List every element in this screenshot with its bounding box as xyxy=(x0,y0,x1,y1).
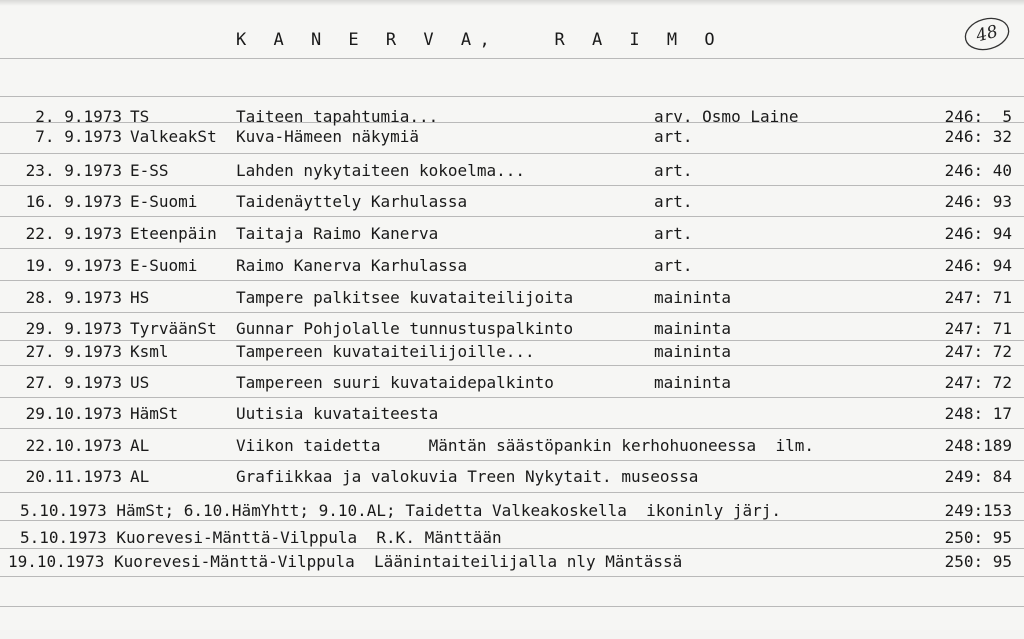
entry-row xyxy=(0,372,1024,394)
entry-date: 23. 9.1973 xyxy=(25,161,122,180)
entry-type: art. xyxy=(654,224,693,243)
entry-source: US xyxy=(130,373,150,392)
card-reference-mark xyxy=(962,16,1012,52)
card-number: 48 xyxy=(974,21,1000,47)
entry-ref: 250: 95 xyxy=(944,528,1012,547)
entry-title: Lahden nykytaiteen kokoelma... xyxy=(236,161,525,180)
rule-line xyxy=(0,216,1024,217)
entry-row xyxy=(0,160,1024,182)
entry-text: 19.10.1973 Kuorevesi-Mänttä-Vilppula Läänintaiteilijalla nly Mäntässä xyxy=(8,552,683,571)
entry-row xyxy=(0,341,1024,363)
entry-ref: 246: 94 xyxy=(944,256,1012,275)
entry-type: art. xyxy=(654,161,693,180)
rule-line xyxy=(0,96,1024,97)
entry-type: art. xyxy=(654,256,693,275)
rule-line xyxy=(0,280,1024,281)
rule-line xyxy=(0,576,1024,577)
entry-source: E-SS xyxy=(130,161,169,180)
card-title: K A N E R V A, R A I M O xyxy=(236,30,724,50)
entry-type: art. xyxy=(654,127,693,146)
entry-ref: 247: 72 xyxy=(944,342,1012,361)
entry-ref: 247: 72 xyxy=(944,373,1012,392)
entry-date: 20.11.1973 xyxy=(25,467,122,486)
entry-type: maininta xyxy=(654,342,732,361)
entry-date: 22. 9.1973 xyxy=(25,224,122,243)
rule-line xyxy=(0,185,1024,186)
entry-source: HS xyxy=(130,288,150,307)
entry-title: Taidenäyttely Karhulassa xyxy=(236,192,468,211)
entry-row xyxy=(0,126,1024,148)
rule-line xyxy=(0,312,1024,313)
rule-line xyxy=(0,460,1024,461)
entry-date: 29. 9.1973 xyxy=(25,319,122,338)
entry-type: maininta xyxy=(654,319,732,338)
entry-ref: 250: 95 xyxy=(944,552,1012,571)
entry-source: TyrväänSt xyxy=(130,319,217,338)
entry-row xyxy=(0,466,1024,488)
entry-ref: 246: 40 xyxy=(944,161,1012,180)
entry-text: 5.10.1973 HämSt; 6.10.HämYhtt; 9.10.AL; Taidetta Valkeakoskella ikoninly järj. xyxy=(20,501,781,520)
entry-row xyxy=(0,403,1024,425)
entry-ref: 249: 84 xyxy=(944,467,1012,486)
entry-row xyxy=(0,255,1024,277)
entry-text: 5.10.1973 Kuorevesi-Mänttä-Vilppula R.K. Mänttään xyxy=(20,528,502,547)
entry-date: 27. 9.1973 xyxy=(25,373,122,392)
entry-ref: 248:189 xyxy=(944,436,1012,455)
rule-line xyxy=(0,397,1024,398)
rule-line xyxy=(0,606,1024,607)
entry-source: E-Suomi xyxy=(130,256,198,275)
entry-source: Ksml xyxy=(130,342,169,361)
entry-title: Uutisia kuvataiteesta xyxy=(236,404,439,423)
entry-row xyxy=(0,551,1024,573)
entry-type: arv. Osmo Laine xyxy=(654,107,799,126)
entry-date: 16. 9.1973 xyxy=(25,192,122,211)
entry-title: Tampereen kuvataiteilijoille... xyxy=(236,342,535,361)
entry-type: art. xyxy=(654,192,693,211)
entry-ref: 246: 32 xyxy=(944,127,1012,146)
rule-line xyxy=(0,248,1024,249)
entry-date: 2. 9.1973 xyxy=(35,107,122,126)
entry-ref: 247: 71 xyxy=(944,288,1012,307)
entry-row xyxy=(0,318,1024,340)
rule-line xyxy=(0,365,1024,366)
entry-ref: 246: 94 xyxy=(944,224,1012,243)
entry-title: Tampereen suuri kuvataidepalkinto xyxy=(236,373,554,392)
entry-ref: 246: 5 xyxy=(944,107,1012,126)
rule-line xyxy=(0,492,1024,493)
entry-date: 22.10.1973 xyxy=(25,436,122,455)
rule-line xyxy=(0,58,1024,59)
entry-row xyxy=(0,106,1024,128)
entry-date: 28. 9.1973 xyxy=(25,288,122,307)
entry-row xyxy=(0,435,1024,457)
entry-source: HämSt xyxy=(130,404,179,423)
entry-source: AL xyxy=(130,436,150,455)
entry-title: Gunnar Pohjolalle tunnustuspalkinto xyxy=(236,319,574,338)
entry-source: ValkeakSt xyxy=(130,127,217,146)
entry-ref: 247: 71 xyxy=(944,319,1012,338)
entry-row xyxy=(0,191,1024,213)
entry-row xyxy=(0,223,1024,245)
entry-source: AL xyxy=(130,467,150,486)
entry-row xyxy=(0,527,1024,549)
entry-ref: 246: 93 xyxy=(944,192,1012,211)
entry-title: Raimo Kanerva Karhulassa xyxy=(236,256,468,275)
entry-date: 19. 9.1973 xyxy=(25,256,122,275)
entry-date: 27. 9.1973 xyxy=(25,342,122,361)
entry-source: E-Suomi xyxy=(130,192,198,211)
entry-title: Taitaja Raimo Kanerva xyxy=(236,224,439,243)
entry-ref: 248: 17 xyxy=(944,404,1012,423)
entry-row xyxy=(0,500,1024,522)
rule-line xyxy=(0,153,1024,154)
entry-source: TS xyxy=(130,107,150,126)
entry-row xyxy=(0,287,1024,309)
entry-type: maininta xyxy=(654,373,732,392)
entry-title: Kuva-Hämeen näkymiä xyxy=(236,127,420,146)
entry-date: 7. 9.1973 xyxy=(35,127,122,146)
entry-source: Eteenpäin xyxy=(130,224,217,243)
rule-line xyxy=(0,428,1024,429)
entry-ref: 249:153 xyxy=(944,501,1012,520)
entry-title: Tampere palkitsee kuvataiteilijoita xyxy=(236,288,574,307)
entry-date: 29.10.1973 xyxy=(25,404,122,423)
entry-title: Viikon taidetta Mäntän säästöpankin kerhohuoneessa ilm. xyxy=(236,436,814,455)
entry-title: Taiteen tapahtumia... xyxy=(236,107,439,126)
card-top-edge xyxy=(0,0,1024,6)
entry-title: Grafiikkaa ja valokuvia Treen Nykytait. museossa xyxy=(236,467,699,486)
entry-type: maininta xyxy=(654,288,732,307)
